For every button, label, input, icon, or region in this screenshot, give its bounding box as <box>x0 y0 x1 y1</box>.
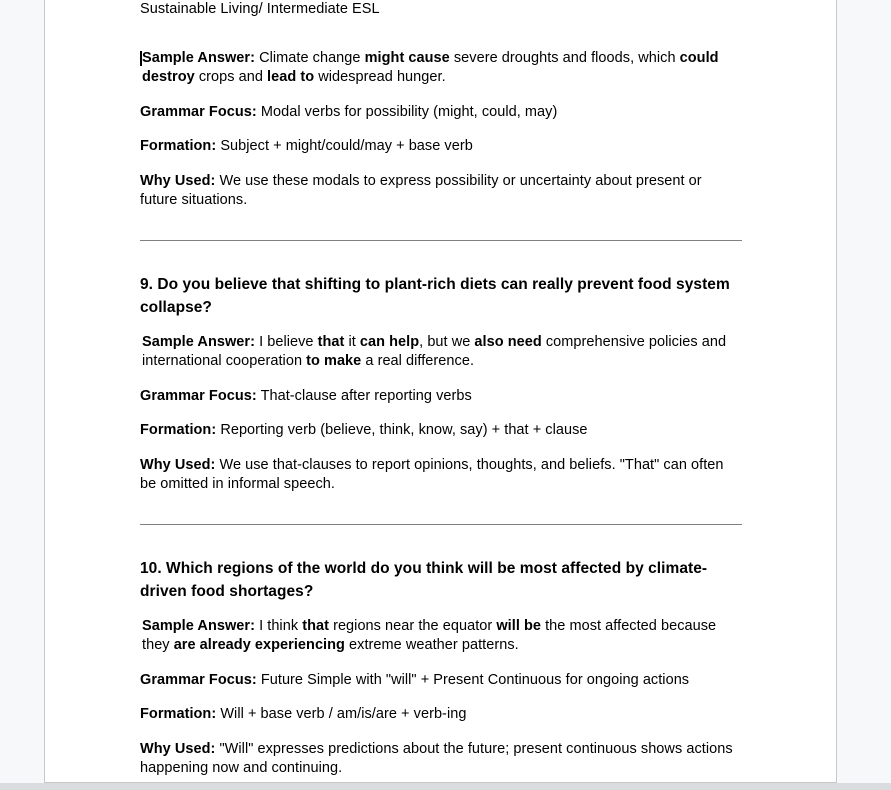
sample-answer-label: Sample Answer: <box>142 617 255 634</box>
emphasis-span: that <box>317 333 345 350</box>
grammar-focus-text: Future Simple with "will" + Present Continuous for ongoing actions <box>260 671 690 688</box>
formation-text: Subject + might/could/may + base verb <box>220 138 473 154</box>
question-heading: 10. Which regions of the world do you think will be most affected by climate-driven food shortages? <box>140 559 708 600</box>
grammar-focus-paragraph <box>140 387 742 407</box>
formation-paragraph <box>140 421 742 441</box>
emphasis-span: are already experiencing <box>173 637 345 653</box>
grammar-focus-paragraph <box>140 103 742 123</box>
formation-label: Formation: <box>140 706 217 722</box>
sample-answer-text: I think that regions near the equator will be the most affected because they are already experiencing extreme weather patterns. <box>142 617 717 653</box>
formation-paragraph <box>140 705 742 725</box>
sample-answer-paragraph <box>140 49 742 88</box>
qa-entry-9 <box>140 273 742 495</box>
grammar-focus-label: Grammar Focus: <box>140 387 257 404</box>
emphasis-span: could destroy <box>142 49 719 85</box>
document-text-column[interactable] <box>140 0 742 779</box>
formation-text: Will + base verb / am/is/are + verb-ing <box>220 706 467 722</box>
emphasis-span: also need <box>474 333 542 350</box>
why-used-label: Why Used: <box>140 740 216 757</box>
sample-answer-paragraph <box>140 617 742 656</box>
sample-answer-label: Sample Answer: <box>142 333 255 350</box>
emphasis-span: that <box>302 617 329 634</box>
spacer <box>140 241 742 273</box>
text-caret <box>140 51 142 66</box>
why-used-paragraph <box>140 740 742 779</box>
qa-entry-10 <box>140 557 742 779</box>
question-heading: 9. Do you believe that shifting to plant-rich diets can really prevent food system collapse? <box>140 275 730 316</box>
emphasis-span: lead to <box>267 69 315 85</box>
formation-text: Reporting verb (believe, think, know, say) + that + clause <box>220 422 588 438</box>
emphasis-span: might cause <box>364 49 450 66</box>
document-page[interactable] <box>44 0 837 783</box>
grammar-focus-label: Grammar Focus: <box>140 103 257 120</box>
spacer <box>140 211 742 240</box>
sample-answer-text: I believe that it can help, but we also need comprehensive policies and international cooperation to make a real difference. <box>142 333 727 369</box>
why-used-text: We use that-clauses to report opinions, thoughts, and beliefs. "That" can often be omitted in informal speech. <box>140 456 724 492</box>
why-used-text: "Will" expresses predictions about the future; present continuous shows actions happening now and continuing. <box>140 740 733 776</box>
grammar-focus-text: Modal verbs for possibility (might, could, may) <box>260 103 558 120</box>
why-used-label: Why Used: <box>140 172 216 189</box>
emphasis-span: to make <box>306 353 362 369</box>
why-used-paragraph <box>140 456 742 495</box>
sample-answer-paragraph <box>140 333 742 372</box>
formation-paragraph <box>140 137 742 157</box>
formation-label: Formation: <box>140 138 217 154</box>
spacer <box>140 525 742 557</box>
why-used-text: We use these modals to express possibility or uncertainty about present or future situations. <box>140 172 702 208</box>
sample-answer-text: Climate change might cause severe droughts and floods, which could destroy crops and lead to widespread hunger. <box>142 49 719 85</box>
document-header-line: Sustainable Living/ Intermediate ESL <box>140 1 380 17</box>
qa-entry-8 <box>140 49 742 211</box>
emphasis-span: will be <box>496 617 542 634</box>
spacer <box>140 495 742 524</box>
page-gutter <box>0 783 891 790</box>
emphasis-span: can help <box>359 333 420 350</box>
formation-label: Formation: <box>140 422 217 438</box>
why-used-label: Why Used: <box>140 456 216 473</box>
grammar-focus-text: That-clause after reporting verbs <box>260 387 472 404</box>
grammar-focus-label: Grammar Focus: <box>140 671 257 688</box>
grammar-focus-paragraph <box>140 671 742 691</box>
sample-answer-label: Sample Answer: <box>142 49 255 66</box>
why-used-paragraph <box>140 172 742 211</box>
